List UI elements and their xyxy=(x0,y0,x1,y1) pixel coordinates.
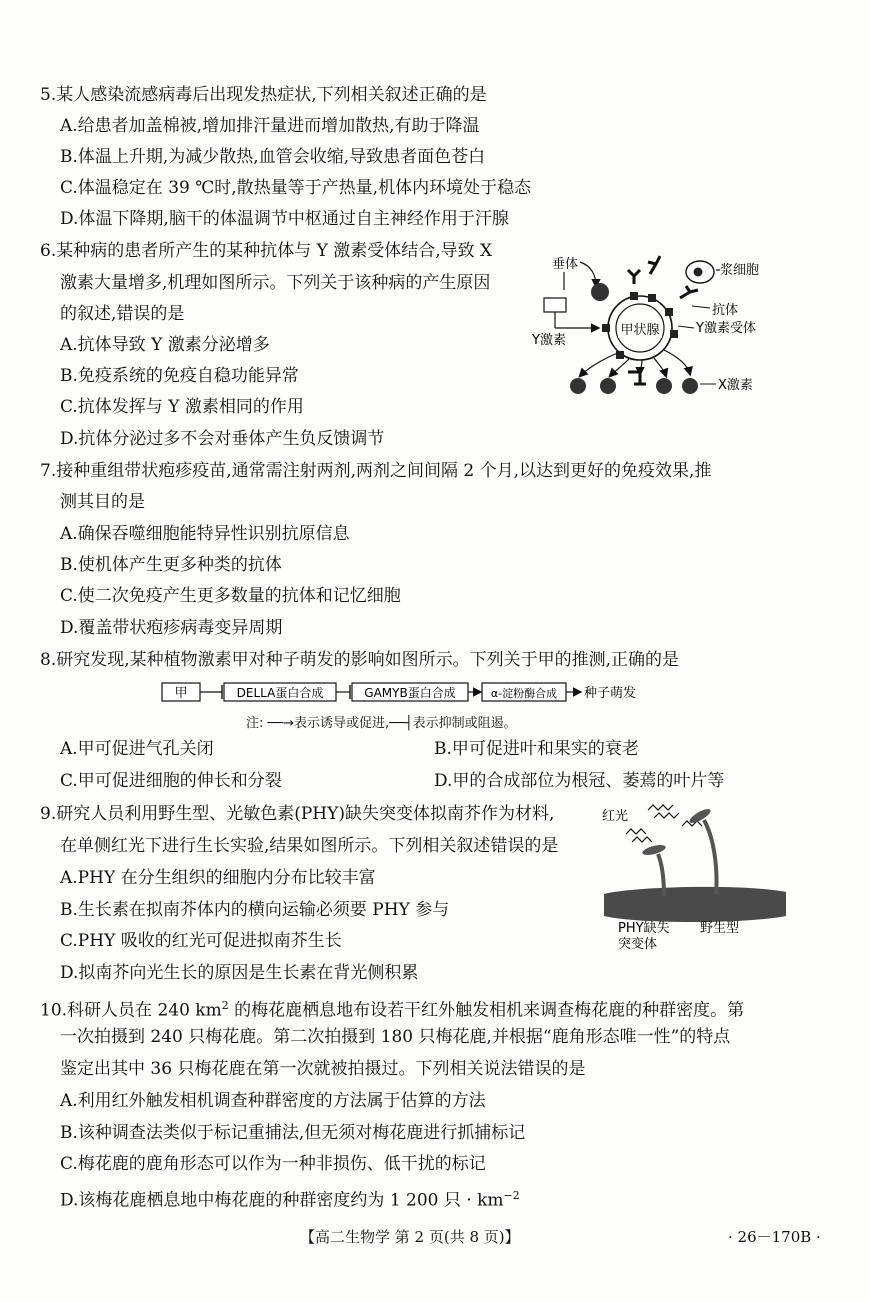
q7-option-b: B.使机体产生更多种类的抗体 xyxy=(60,555,282,575)
q6-option-c: C.抗体发挥与 Y 激素相同的作用 xyxy=(60,397,304,417)
q8-option-a: A.甲可促进气孔关闭 xyxy=(60,739,214,759)
x-hormone-label: X激素 xyxy=(718,378,753,393)
q8-option-c: C.甲可促进细胞的伸长和分裂 xyxy=(60,771,282,791)
q6-option-d: D.抗体分泌过多不会对垂体产生负反馈调节 xyxy=(60,429,385,449)
q6-thyroid-diagram xyxy=(530,248,780,408)
q7-option-c: C.使二次免疫产生更多数量的抗体和记忆细胞 xyxy=(60,586,401,606)
plasma-cell-label: 浆细胞 xyxy=(720,263,760,278)
q10-option-d-superscript: −2 xyxy=(503,1189,520,1202)
q6-stem-line2: 激素大量增多,机理如图所示。下列关于该种病的产生原因 xyxy=(60,273,491,293)
wild-type-label: 野生型 xyxy=(700,921,740,936)
q10-stem-line1-part1: 10.科研人员在 240 km xyxy=(40,1000,222,1021)
thyroid-label: 甲状腺 xyxy=(620,323,660,338)
q5-stem: 5.某人感染流感病毒后出现发热症状,下列相关叙述正确的是 xyxy=(40,85,487,105)
red-light-label: 红光 xyxy=(602,809,629,824)
q10-stem-line3: 鉴定出其中 36 只梅花鹿在第一次就被拍摄过。下列相关说法错误的是 xyxy=(60,1059,586,1079)
q10-stem-line2: 一次拍摄到 240 只梅花鹿。第二次拍摄到 180 只梅花鹿,并根据“鹿角形态唯一性”的特点 xyxy=(60,1027,731,1047)
q9-option-c: C.PHY 吸收的红光可促进拟南芥生长 xyxy=(60,931,342,951)
q5-option-d: D.体温下降期,脑干的体温调节中枢通过自主神经作用于汗腺 xyxy=(60,209,509,229)
flow-jia: 甲 xyxy=(174,686,188,701)
q6-option-b: B.免疫系统的免疫自稳功能异常 xyxy=(60,366,299,386)
q8-option-b: B.甲可促进叶和果实的衰老 xyxy=(434,739,639,759)
y-hormone-label: Y激素 xyxy=(532,333,566,348)
q6-option-a: A.抗体导致 Y 激素分泌增多 xyxy=(60,335,270,355)
q5-option-a: A.给患者加盖棉被,增加排汗量进而增加散热,有助于降温 xyxy=(60,116,480,136)
q9-option-a: A.PHY 在分生组织的细胞内分布比较丰富 xyxy=(60,868,376,888)
soil xyxy=(604,887,786,922)
y-receptor-label: Y激素受体 xyxy=(696,321,756,336)
pituitary-label: 垂体 xyxy=(552,257,579,272)
q9-plant-diagram xyxy=(596,798,796,958)
antibody-label: 抗体 xyxy=(712,303,739,318)
q7-option-a: A.确保吞噬细胞能特异性识别抗原信息 xyxy=(60,524,350,544)
q7-stem-line2: 测其目的是 xyxy=(60,492,145,512)
q8-note: 注: ──→表示诱导或促进,──┤表示抑制或阻遏。 xyxy=(246,716,517,731)
q9-stem-line1: 9.研究人员利用野生型、光敏色素(PHY)缺失突变体拟南芥作为材料, xyxy=(40,804,555,824)
q10-stem-line1 xyxy=(40,995,744,1022)
q9-option-d: D.拟南芥向光生长的原因是生长素在背光侧积累 xyxy=(60,963,419,983)
mutant-label-line2: 突变体 xyxy=(618,937,658,952)
flow-gamyb: GAMYB蛋白合成 xyxy=(364,686,456,700)
q10-option-d-text: D.该梅花鹿栖息地中梅花鹿的种群密度约为 1 200 只 · km xyxy=(60,1190,504,1211)
pituitary-cell xyxy=(591,283,609,301)
q7-option-d: D.覆盖带状疱疹病毒变异周期 xyxy=(60,618,283,638)
flow-germination: 种子萌发 xyxy=(584,686,637,701)
q10-stem-line1-part2: 的梅花鹿栖息地布设若干红外触发相机来调查梅花鹿的种群密度。第 xyxy=(228,1000,745,1021)
q9-option-b: B.生长素在拟南芥体内的横向运输必须要 PHY 参与 xyxy=(60,900,450,920)
q8-flow-diagram xyxy=(160,680,660,706)
q10-option-a: A.利用红外触发相机调查种群密度的方法属于估算的方法 xyxy=(60,1091,486,1111)
q8-stem: 8.研究发现,某种植物激素甲对种子萌发的影响如图所示。下列关于甲的推测,正确的是 xyxy=(40,650,680,670)
mutant-label-line1: PHY缺失 xyxy=(618,921,670,936)
page-footer-code: · 26－170B · xyxy=(728,1228,821,1246)
flow-della: DELLA蛋白合成 xyxy=(236,686,324,700)
q10-option-b: B.该种调查法类似于标记重捕法,但无须对梅花鹿进行抓捕标记 xyxy=(60,1123,526,1143)
page-footer-center: 【高二生物学 第 2 页(共 8 页)】 xyxy=(300,1228,520,1246)
q5-option-b: B.体温上升期,为减少散热,血管会收缩,导致患者面色苍白 xyxy=(60,147,486,167)
q9-stem-line2: 在单侧红光下进行生长实验,结果如图所示。下列相关叙述错误的是 xyxy=(60,836,559,856)
q6-stem-line3: 的叙述,错误的是 xyxy=(60,304,185,324)
q8-option-d: D.甲的合成部位为根冠、萎蔫的叶片等 xyxy=(434,771,725,791)
q10-option-d xyxy=(60,1185,520,1212)
q10-km-superscript: 2 xyxy=(221,999,229,1012)
y-hormone-box xyxy=(544,298,566,312)
q5-option-c: C.体温稳定在 39 ℃时,散热量等于产热量,机体内环境处于稳态 xyxy=(60,178,532,198)
q10-option-c: C.梅花鹿的鹿角形态可以作为一种非损伤、低干扰的标记 xyxy=(60,1154,486,1174)
q7-stem-line1: 7.接种重组带状疱疹疫苗,通常需注射两剂,两剂之间间隔 2 个月,以达到更好的免疫效果,推 xyxy=(40,461,712,481)
q6-stem-line1: 6.某种病的患者所产生的某种抗体与 Y 激素受体结合,导致 X xyxy=(40,241,493,261)
flow-amylase: α-淀粉酶合成 xyxy=(490,687,558,700)
